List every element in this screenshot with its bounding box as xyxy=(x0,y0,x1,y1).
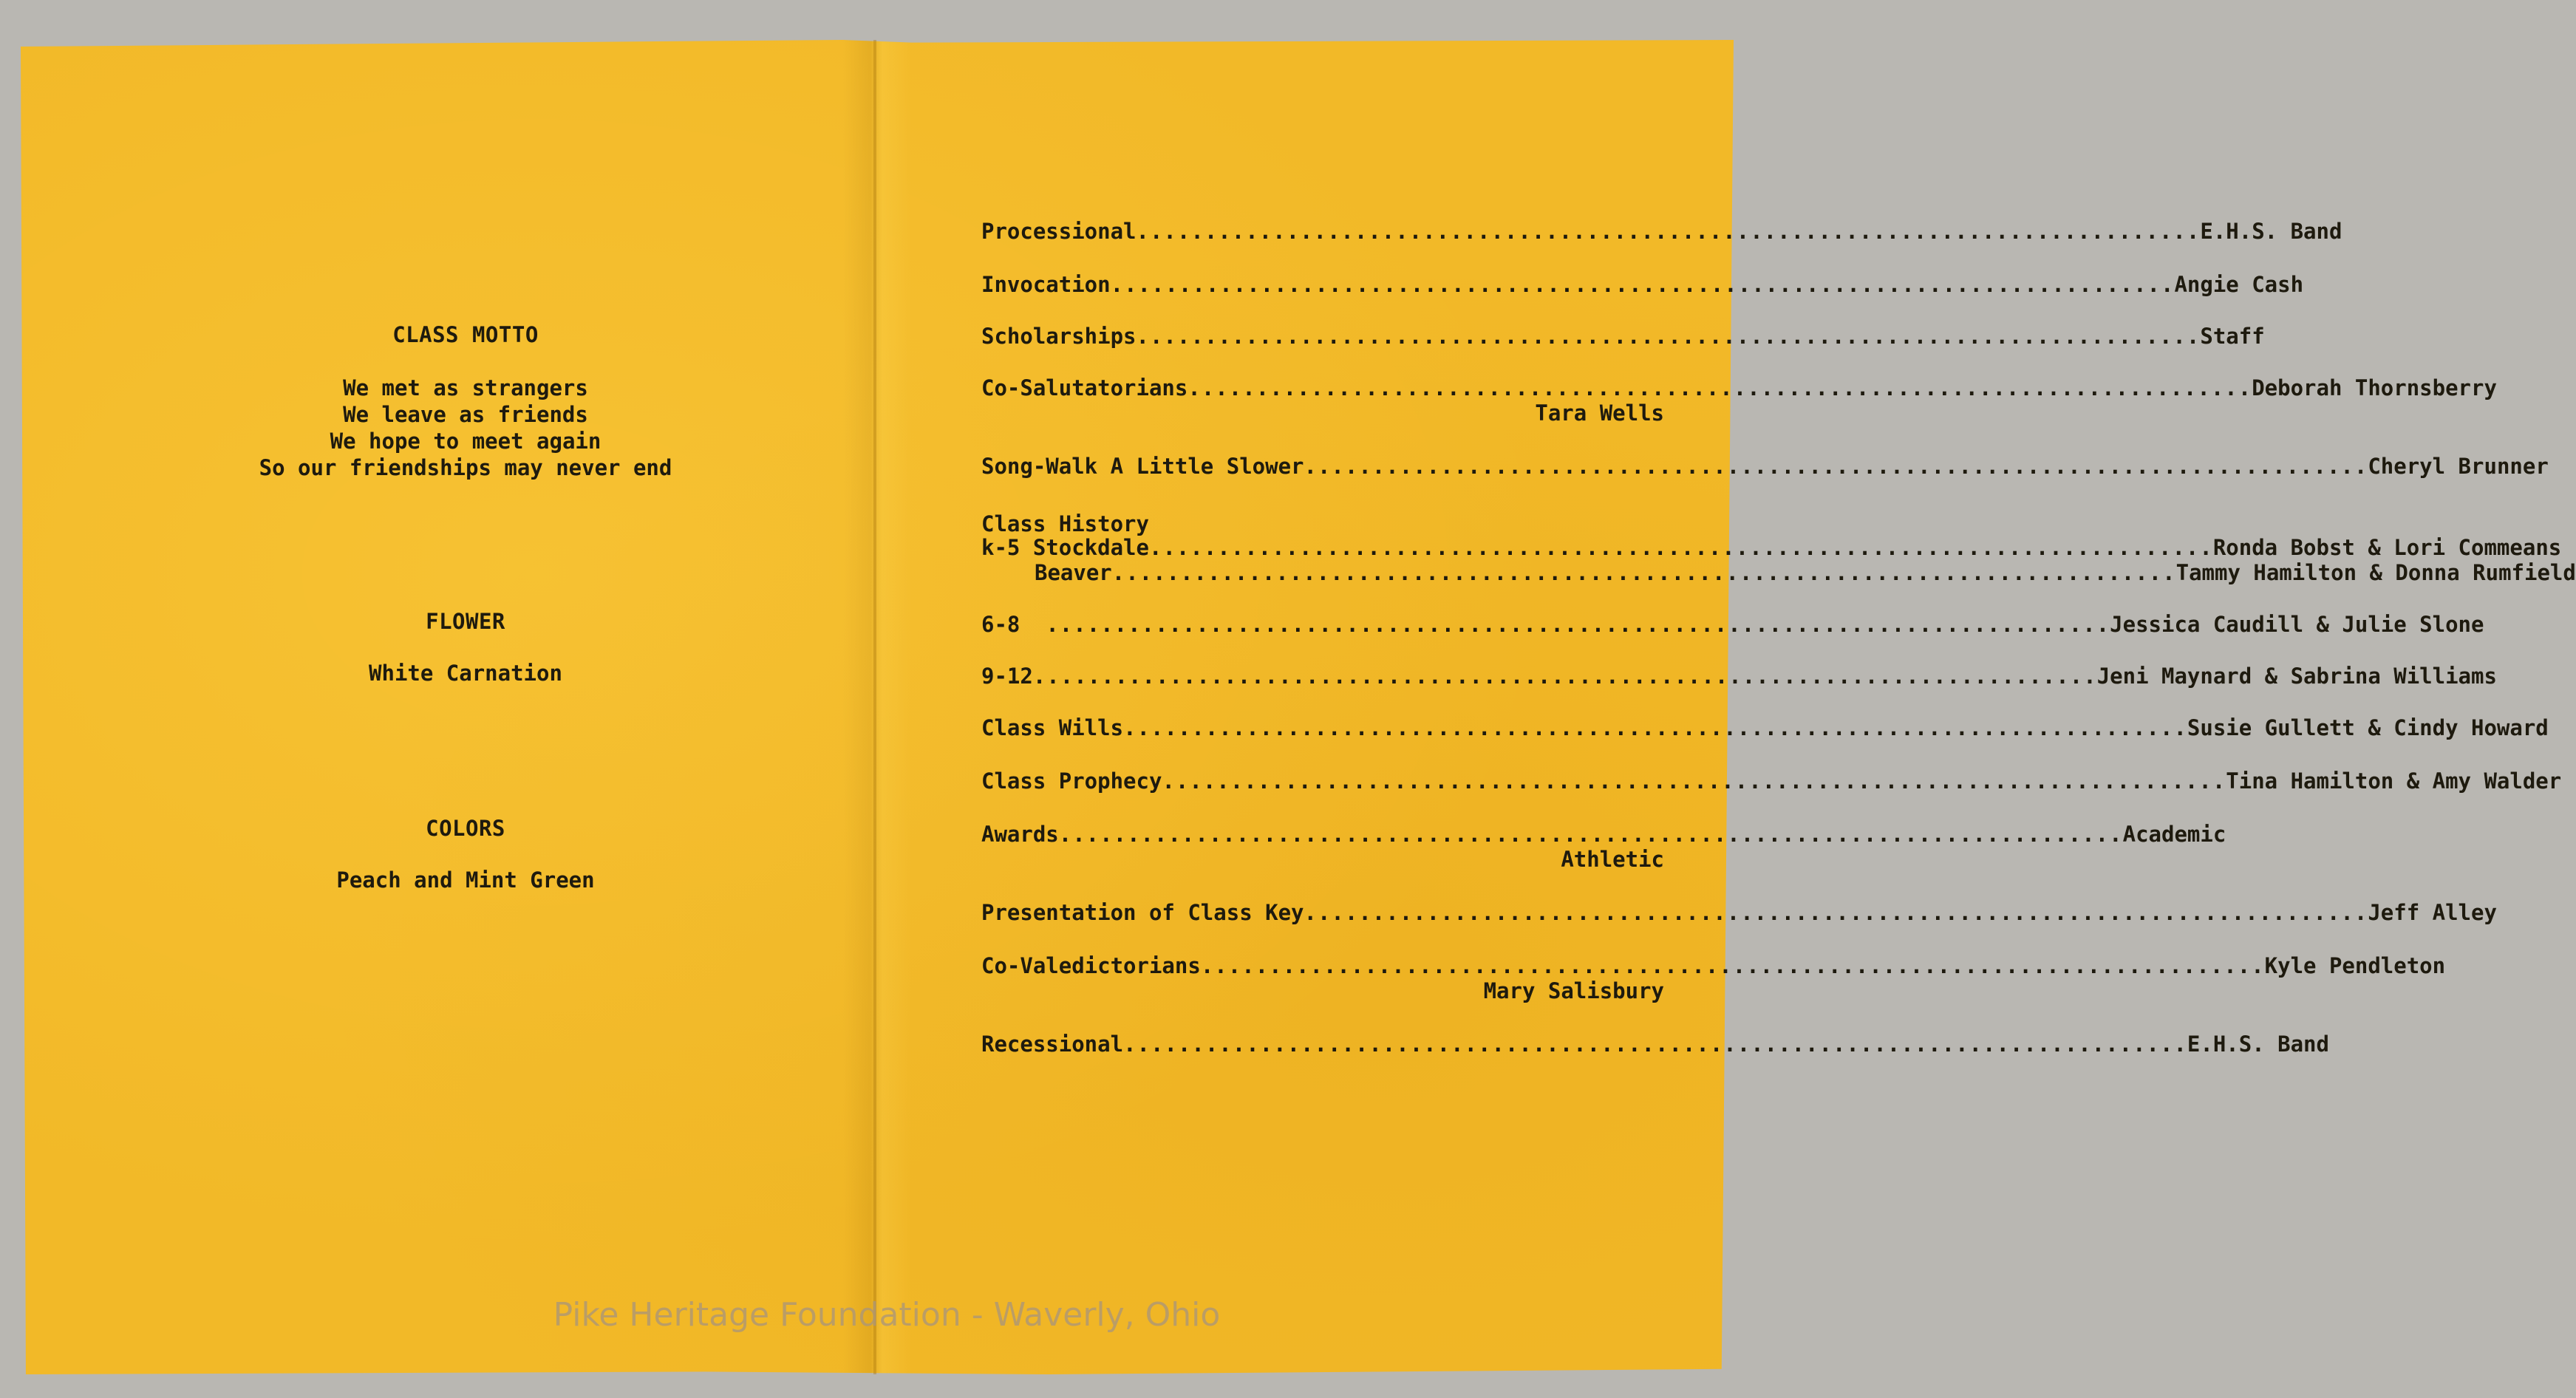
dot-leader: .............................................................................. xyxy=(1032,664,2097,689)
program-name: Deborah Thornsberry xyxy=(2252,375,2497,400)
program-row-class-prophecy xyxy=(981,768,2562,794)
program-row-song xyxy=(981,454,2549,479)
dot-leader: .............................................................................. xyxy=(1110,272,2175,297)
program-row-9-12 xyxy=(981,664,2497,689)
dot-leader: .............................................................................. xyxy=(1200,953,2265,978)
program-row-invocation xyxy=(981,272,2304,297)
program-name-second: Mary Salisbury xyxy=(1483,978,1664,1003)
program-row-co-valedictorians xyxy=(981,953,2446,978)
motto-line-4: So our friendships may never end xyxy=(259,455,672,480)
program-name: E.H.S. Band xyxy=(2200,219,2342,244)
program-item: Awards xyxy=(981,822,1059,847)
program-name: Jeff Alley xyxy=(2368,900,2497,925)
program-item: Co-Valedictorians xyxy=(981,953,1201,978)
program-row-k5 xyxy=(981,535,2562,560)
program-row-class-key xyxy=(981,900,2497,925)
program-name: Academic xyxy=(2122,822,2226,847)
program-name: Staff xyxy=(2200,324,2265,349)
dot-leader: .............................................................................. xyxy=(1058,822,2123,847)
program-name: Ronda Bobst & Lori Commeans xyxy=(2212,535,2562,560)
program-row-class-wills xyxy=(981,715,2549,740)
program-name: Jeni Maynard & Sabrina Williams xyxy=(2096,664,2497,689)
colors-value: Peach and Mint Green xyxy=(336,867,595,893)
dot-leader: .............................................................................. xyxy=(1304,900,2368,925)
program-item: Class Wills xyxy=(981,715,1124,740)
flower-value: White Carnation xyxy=(369,661,562,686)
motto-line-1: We met as strangers xyxy=(343,375,588,400)
program-item: Class Prophecy xyxy=(981,768,1162,794)
program-name: Tammy Hamilton & Donna Rumfield xyxy=(2175,560,2576,585)
program-name: Susie Gullett & Cindy Howard xyxy=(2187,715,2549,740)
program-row-recessional xyxy=(981,1032,2329,1057)
program-item: Invocation xyxy=(981,272,1111,297)
dot-leader: .............................................................................. xyxy=(1188,375,2252,400)
program-name: Kyle Pendleton xyxy=(2264,953,2446,978)
dot-leader: .............................................................................. xyxy=(1046,612,2110,637)
motto-line-3: We hope to meet again xyxy=(330,429,602,454)
program-name: Jessica Caudill & Julie Slone xyxy=(2110,612,2484,637)
program-row-awards xyxy=(981,822,2226,847)
dot-leader: .............................................................................. xyxy=(1111,560,2176,585)
center-fold xyxy=(873,40,876,1374)
program-row-co-salutatorians xyxy=(981,375,2497,400)
program-name: Angie Cash xyxy=(2174,272,2304,297)
program-item: Co-Salutatorians xyxy=(981,375,1188,400)
program-name: Cheryl Brunner xyxy=(2368,454,2549,479)
program-name-second: Tara Wells xyxy=(1535,400,1664,426)
dot-leader: .............................................................................. xyxy=(1148,535,2213,560)
dot-leader: .............................................................................. xyxy=(1304,454,2368,479)
program-item: k-5 Stockdale xyxy=(981,535,1149,560)
dot-leader: .............................................................................. xyxy=(1123,1032,2187,1057)
dot-leader: .............................................................................. xyxy=(1136,219,2201,244)
flower-heading: FLOWER xyxy=(426,609,505,634)
program-name: E.H.S. Band xyxy=(2187,1032,2329,1057)
program-item: Processional xyxy=(981,219,1137,244)
dot-leader: .............................................................................. xyxy=(1162,768,2226,794)
program-row-beaver xyxy=(1035,560,2576,585)
program-item: Scholarships xyxy=(981,324,1137,349)
class-history-heading: Class History xyxy=(981,511,1149,536)
motto-line-2: We leave as friends xyxy=(343,402,588,427)
program-item: 6-8 xyxy=(981,612,1046,637)
program-row-scholarships xyxy=(981,324,2265,349)
watermark-text: Pike Heritage Foundation - Waverly, Ohio xyxy=(553,1296,1221,1334)
program-name: Tina Hamilton & Amy Walder xyxy=(2226,768,2562,794)
colors-heading: COLORS xyxy=(426,816,505,841)
program-item: Song-Walk A Little Slower xyxy=(981,454,1304,479)
program-row-processional xyxy=(981,219,2342,244)
program-item: Presentation of Class Key xyxy=(981,900,1304,925)
program-name-second: Athletic xyxy=(1561,847,1664,872)
program-row-6-8 xyxy=(981,612,2484,637)
dot-leader: .............................................................................. xyxy=(1136,324,2201,349)
program-item: 9-12 xyxy=(981,664,1033,689)
program-item: Recessional xyxy=(981,1032,1124,1057)
motto-heading: CLASS MOTTO xyxy=(392,322,539,347)
program-item: Beaver xyxy=(1035,560,1112,585)
dot-leader: .............................................................................. xyxy=(1123,715,2187,740)
